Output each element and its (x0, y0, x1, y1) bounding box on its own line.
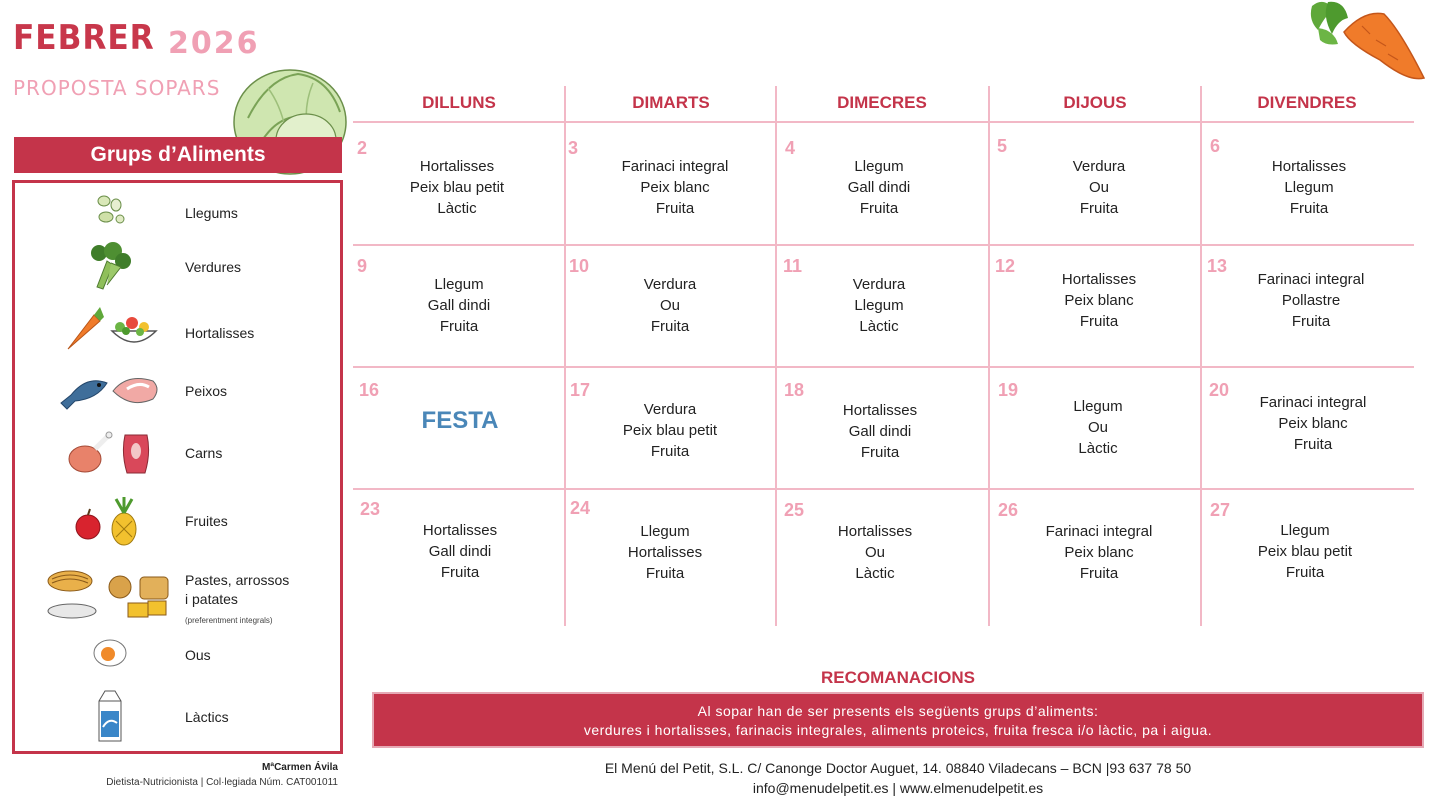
day-menu: Llegum Gall dindi Fruita (427, 276, 491, 335)
day-number: 16 (359, 380, 380, 400)
food-groups-title: Grups d’Aliments (14, 137, 342, 173)
day-menu: Hortalisses Ou Làctic (837, 523, 913, 582)
day-menu: Verdura Llegum Làctic (852, 276, 906, 335)
grid-line (353, 488, 1414, 490)
day-menu: Llegum Peix blau petit Fruita (1257, 522, 1353, 581)
day-number: 19 (998, 380, 1019, 400)
recommendations-line: verdures i hortalisses, farinacis integrales, aliments proteics, fruita fresca i/o làctic, pa i aigua. (583, 722, 1213, 738)
day-number: 25 (784, 500, 805, 520)
day-number: 13 (1207, 256, 1228, 276)
day-number: 4 (785, 138, 796, 158)
milk-icon (45, 687, 175, 745)
day-menu: Hortalisses Peix blanc Fruita (1061, 271, 1137, 330)
egg-icon (45, 637, 175, 669)
day-header-friday: DIVENDRES (1257, 93, 1357, 112)
recommendations-box (372, 692, 1424, 748)
day-menu: Farinaci integral Pollastre Fruita (1257, 271, 1365, 330)
day-menu: Hortalisses Peix blau petit Làctic (409, 158, 505, 217)
holiday-label: FESTA (421, 407, 499, 434)
food-groups-panel (12, 180, 343, 754)
group-label: Peixos (185, 383, 228, 399)
day-menu: Hortalisses Gall dindi Fruita (422, 522, 498, 581)
fruit-icon (45, 495, 175, 547)
recommendations-line: Al sopar han de ser presents els següents grups d’aliments: (697, 703, 1099, 719)
day-header-monday: DILLUNS (422, 93, 496, 112)
pasta-bread-icon (39, 567, 179, 625)
fish-icon (45, 369, 175, 411)
day-number: 20 (1209, 380, 1230, 400)
group-label-pastes (185, 571, 289, 630)
day-number: 9 (357, 256, 368, 276)
day-header-thursday: DIJOUS (1063, 93, 1127, 112)
page-title-month: FEBRER (13, 18, 155, 58)
author-name: MªCarmen Ávila (262, 762, 338, 773)
day-number: 26 (998, 500, 1019, 520)
author-role: Dietista-Nutricionista | Col·legiada Núm. CAT001011 (106, 777, 338, 788)
day-header-tuesday: DIMARTS (632, 93, 710, 112)
page-title-year: 2026 (168, 26, 260, 61)
grid-line (353, 244, 1414, 246)
day-menu: Hortalisses Gall dindi Fruita (842, 402, 918, 461)
day-number: 24 (570, 498, 591, 518)
group-label-cont: i patates (185, 591, 238, 607)
day-number: 12 (995, 256, 1016, 276)
day-number: 5 (997, 136, 1008, 156)
group-note: (preferentment integrals) (185, 616, 273, 625)
page-subtitle: PROPOSTA SOPARS (13, 76, 221, 100)
grid-line (353, 366, 1414, 368)
day-menu: Farinaci integral Peix blanc Fruita (621, 158, 729, 217)
day-number: 18 (784, 380, 805, 400)
day-menu: Llegum Gall dindi Fruita (847, 158, 911, 217)
grid-line (353, 121, 1414, 123)
group-label: Llegums (185, 205, 238, 221)
day-number: 3 (568, 138, 579, 158)
group-label: Fruites (185, 513, 228, 529)
carrot-icon (1304, 0, 1430, 86)
legumes-icon (45, 191, 175, 227)
footer-address: El Menú del Petit, S.L. C/ Canonge Doctor Auguet, 14. 08840 Viladecans – BCN |93 637 78 50 (604, 760, 1192, 776)
day-number: 27 (1210, 500, 1231, 520)
day-number: 10 (569, 256, 590, 276)
day-menu: Hortalisses Llegum Fruita (1271, 158, 1347, 217)
day-header-wednesday: DIMECRES (837, 93, 927, 112)
day-menu: Farinaci integral Peix blanc Fruita (1259, 394, 1367, 453)
group-label: Carns (185, 445, 223, 461)
day-menu: Verdura Ou Fruita (643, 276, 697, 335)
grid-line (1200, 86, 1202, 626)
group-label: Hortalisses (185, 325, 255, 341)
carrot-salad-icon (45, 307, 175, 353)
group-label: Verdures (185, 259, 242, 275)
group-label: Pastes, arrossos (185, 572, 290, 588)
day-menu: Llegum Hortalisses Fruita (627, 523, 703, 582)
group-label: Làctics (185, 709, 229, 725)
day-menu: Llegum Ou Làctic (1073, 398, 1123, 457)
group-label: Ous (185, 647, 211, 663)
meat-icon (45, 431, 175, 477)
day-number: 17 (570, 380, 591, 400)
day-number: 6 (1210, 136, 1221, 156)
footer-contact[interactable]: info@menudelpetit.es | www.elmenudelpetit.es (752, 780, 1044, 796)
day-number: 23 (360, 499, 381, 519)
day-number: 2 (357, 138, 368, 158)
broccoli-icon (45, 241, 175, 291)
grid-line (988, 86, 990, 626)
day-menu: Farinaci integral Peix blanc Fruita (1045, 523, 1153, 582)
day-menu: Verdura Peix blau petit Fruita (622, 401, 718, 460)
day-number: 11 (783, 256, 803, 276)
recommendations-title: RECOMANACIONS (821, 668, 975, 687)
day-menu: Verdura Ou Fruita (1072, 158, 1126, 217)
